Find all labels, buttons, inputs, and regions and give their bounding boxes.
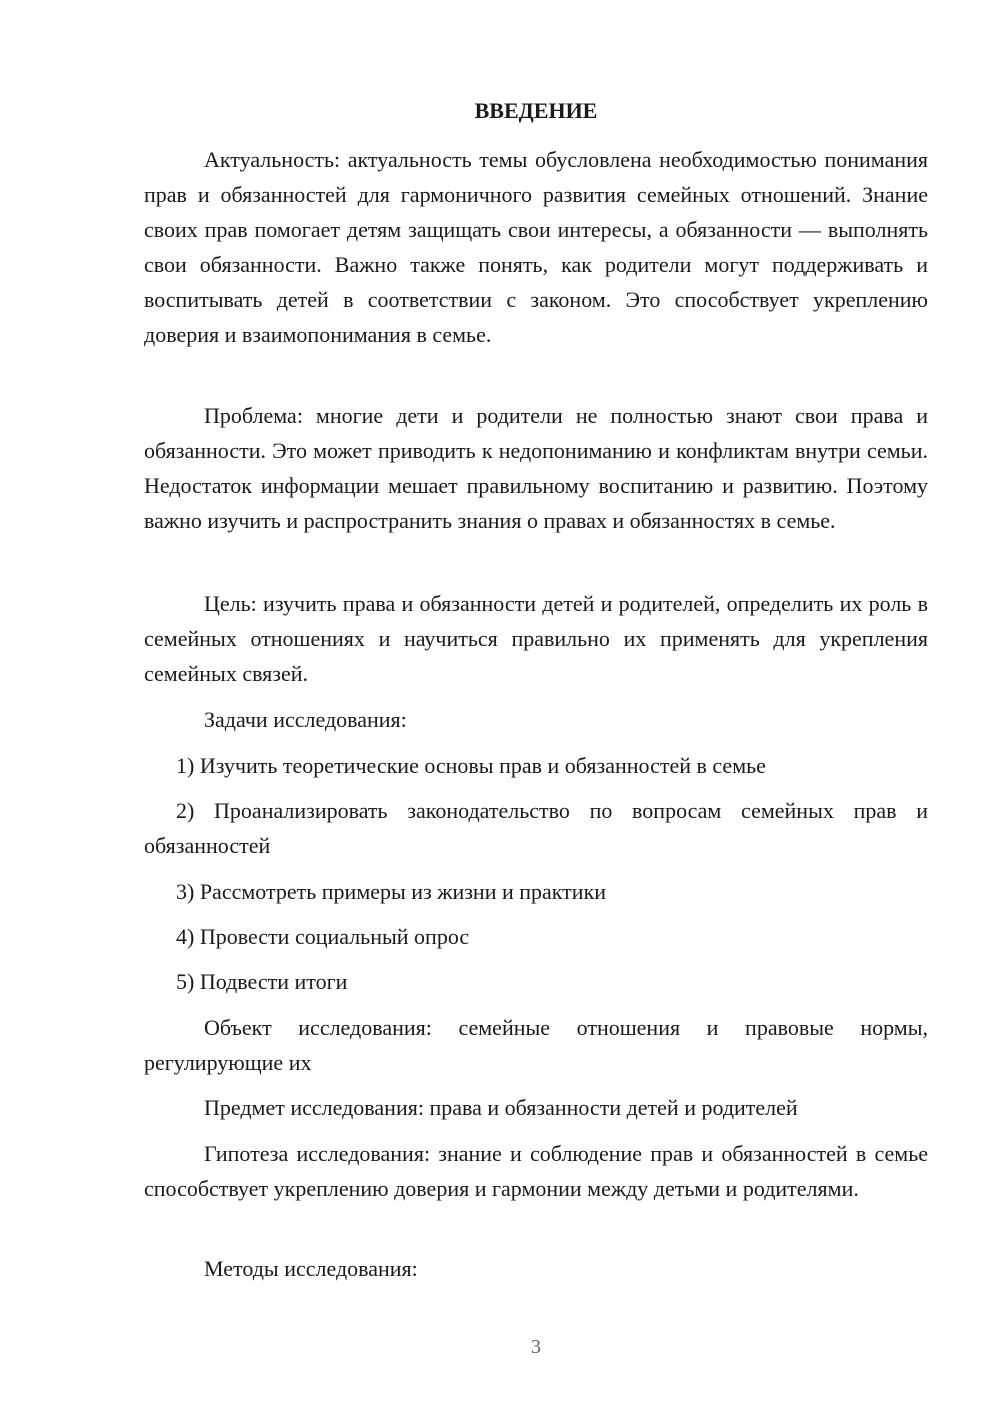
task-item-2: 2) Проанализировать законодательство по вопросам семейных прав и обязанностей	[144, 798, 928, 858]
paragraph-goal: Цель: изучить права и обязанности детей и родителей, определить их роль в семейных отношениях и научиться правильно их применять для укрепления семейных связей.	[144, 591, 928, 686]
paragraph-relevance: Актуальность: актуальность темы обусловлена необходимостью понимания прав и обязанностей для гармоничного развития семейных отношений. Знание своих прав помогает детям защищать свои интересы, а обязанности — выполнять свои обязанности. Важно также понять, как родители могут поддерживать и воспитывать детей в соответствии с законом. Это способствует укреплению доверия и взаимопонимания в семье.	[144, 147, 928, 347]
paragraph-problem: Проблема: многие дети и родители не полностью знают свои права и обязанности. Это может приводить к недопониманию и конфликтам внутри семьи. Недостаток информации мешает правильному воспитанию и развитию. Поэтому важно изучить и распространить знания о правах и обязанностях в семье.	[144, 403, 928, 533]
methods-heading: Методы исследования:	[204, 1256, 418, 1281]
task-item-1: 1) Изучить теоретические основы прав и обязанностей в семье	[176, 753, 766, 778]
page-title: ВВЕДЕНИЕ	[474, 98, 598, 123]
task-item-5: 5) Подвести итоги	[176, 969, 348, 994]
paragraph-subject: Предмет исследования: права и обязанности детей и родителей	[204, 1095, 798, 1120]
paragraph-object: Объект исследования: семейные отношения и правовые нормы, регулирующие их	[144, 1015, 928, 1075]
task-item-4: 4) Провести социальный опрос	[176, 924, 470, 949]
tasks-heading: Задачи исследования:	[204, 707, 407, 732]
page-number: 3	[531, 1336, 541, 1358]
task-item-3: 3) Рассмотреть примеры из жизни и практики	[176, 879, 607, 904]
paragraph-hypothesis: Гипотеза исследования: знание и соблюдение прав и обязанностей в семье способствует укреплению доверия и гармонии между детьми и родителями.	[144, 1141, 928, 1201]
